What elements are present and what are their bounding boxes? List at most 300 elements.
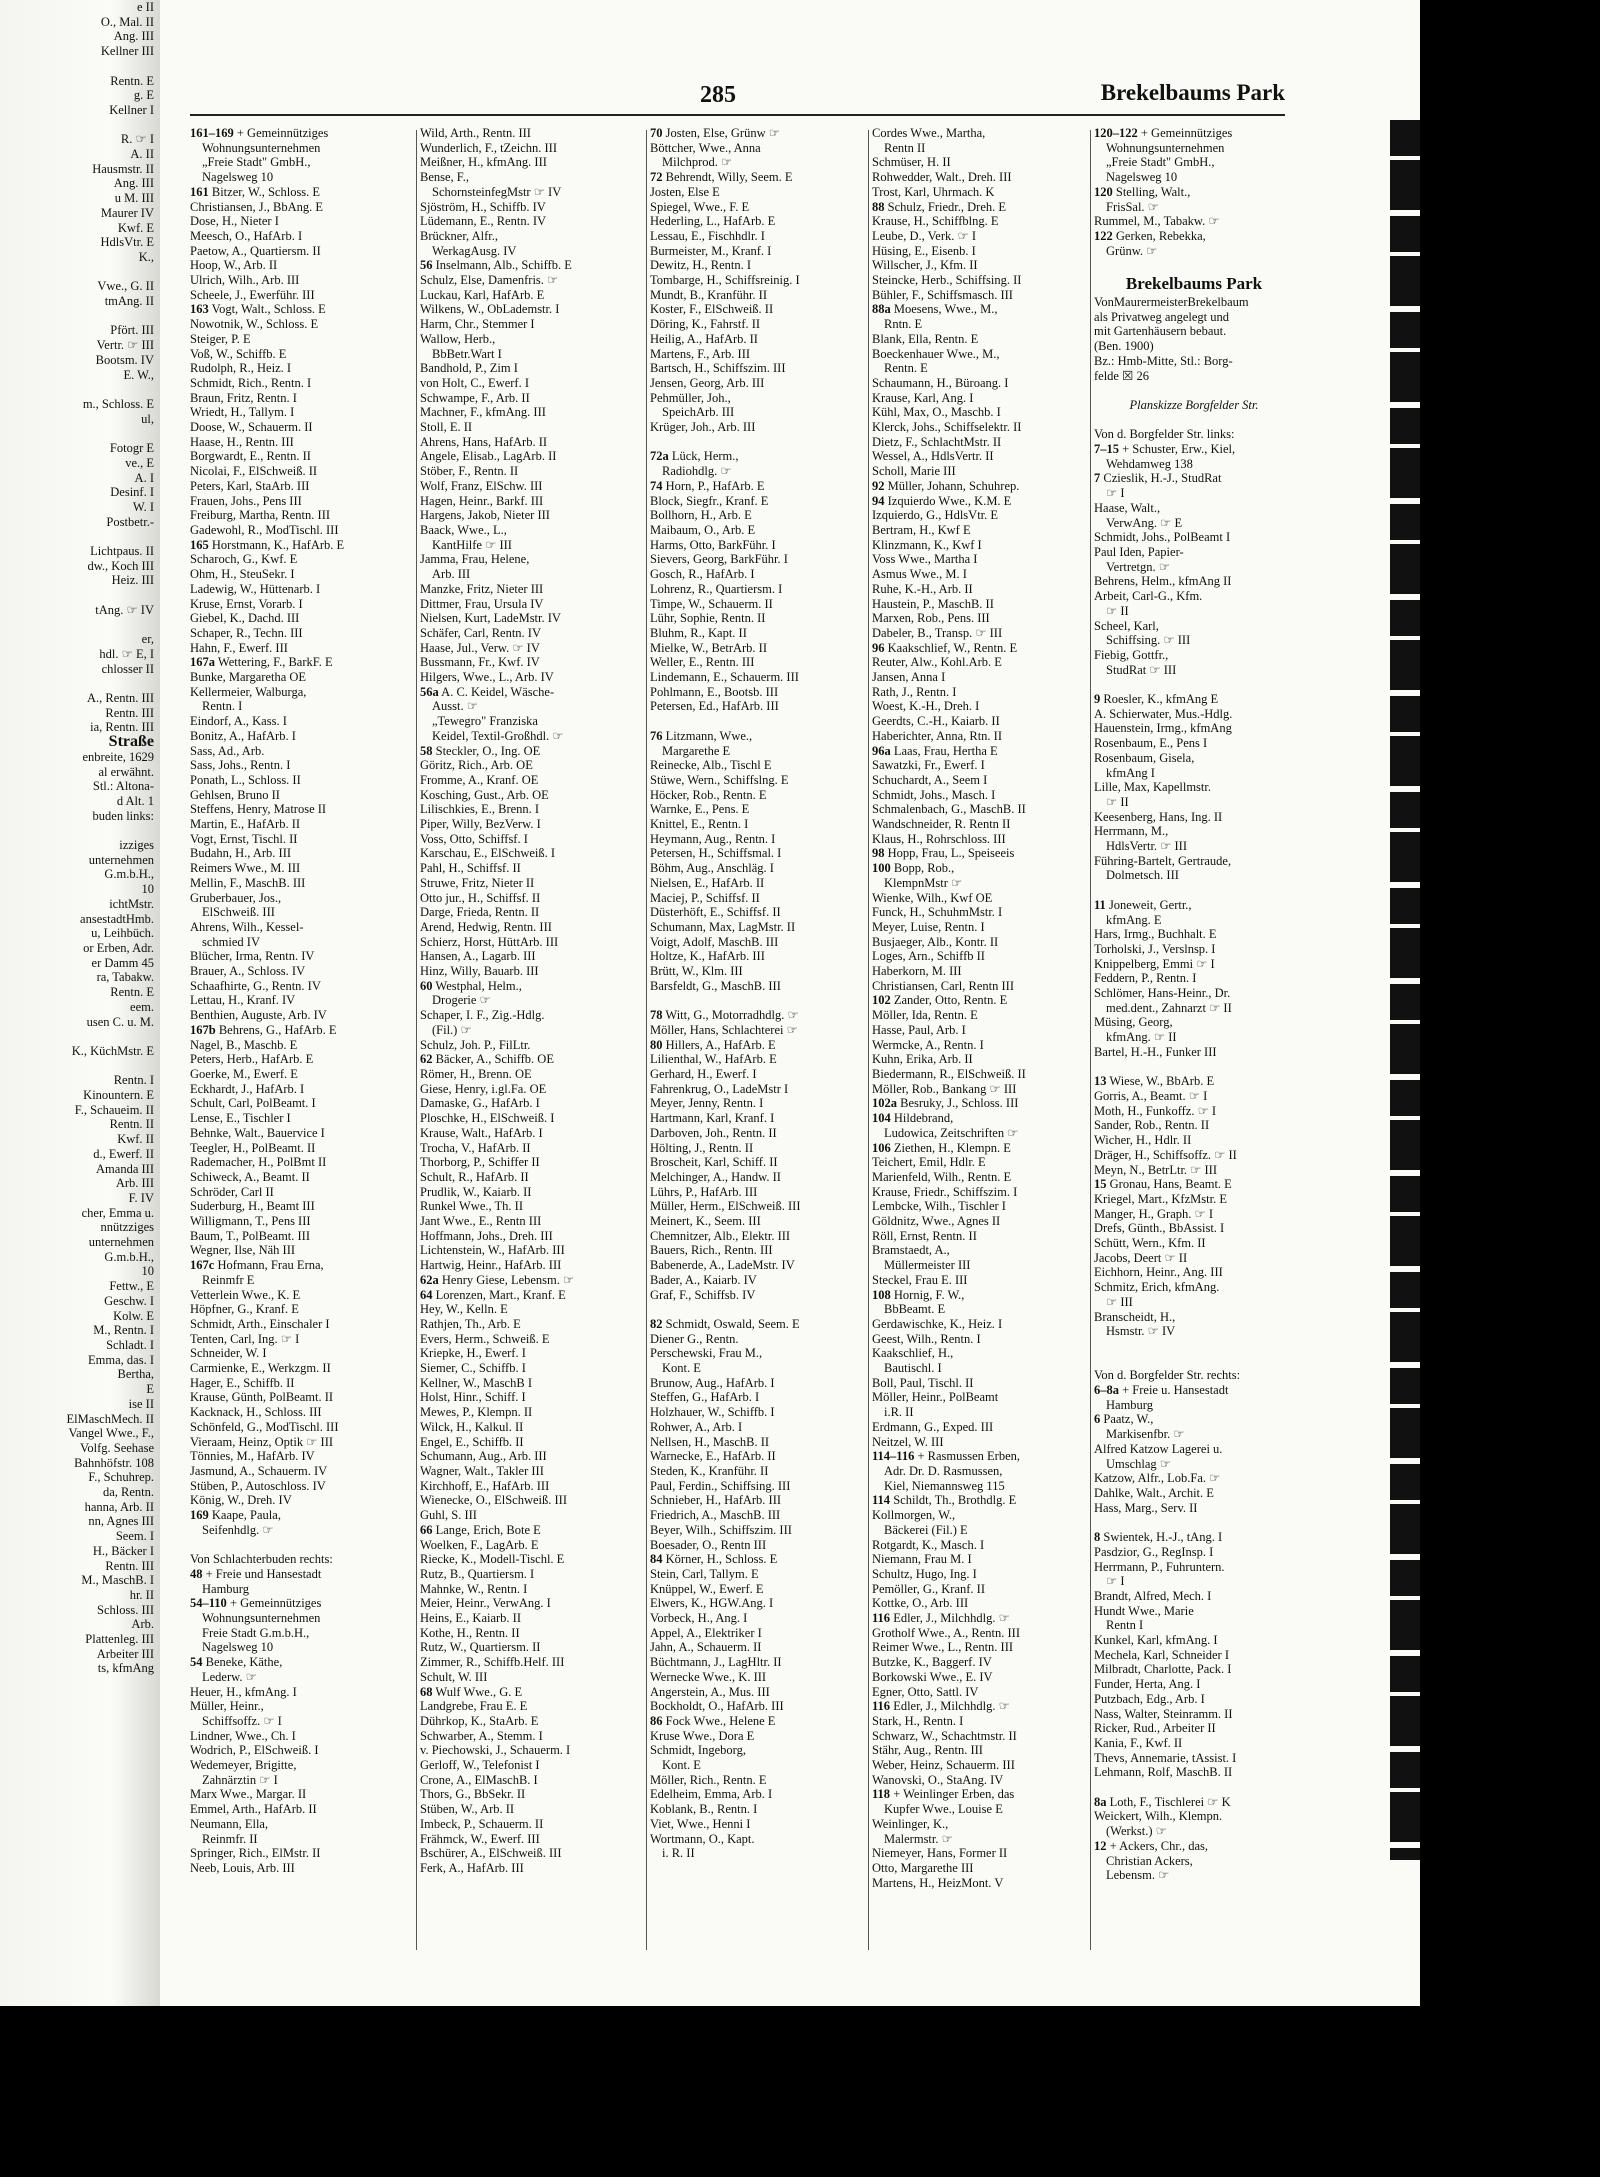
gutter-line: hdl. ☞ E, I	[99, 646, 154, 661]
directory-entry: FrisSal. ☞	[1106, 199, 1159, 214]
house-number: 8	[1094, 1530, 1101, 1545]
directory-entry: Ploschke, H., ElSchweiß. I	[420, 1111, 555, 1126]
directory-entry: Ferk, A., HafArb. III	[420, 1860, 524, 1875]
directory-entry: Jasmund, A., Schauerm. IV	[190, 1463, 328, 1478]
directory-entry: 104 Hildebrand,	[872, 1111, 954, 1126]
directory-entry: (Fil.) ☞	[432, 1022, 472, 1037]
directory-entry: Gruberbauer, Jos.,	[190, 890, 282, 905]
house-number: 78	[650, 1008, 663, 1023]
directory-entry: Kania, F., Kwf. II	[1094, 1735, 1183, 1750]
directory-entry: 54–110 + Gemeinnütziges	[190, 1596, 322, 1611]
gutter-line: Plattenleg. III	[85, 1632, 154, 1647]
directory-entry: Rentn. E	[884, 361, 928, 376]
directory-entry: Hager, E., Schiffb. II	[190, 1375, 295, 1390]
directory-entry: Haase, Walt.,	[1094, 500, 1161, 515]
directory-entry: (Werkst.) ☞	[1106, 1824, 1167, 1839]
directory-entry: Grünw. ☞	[1106, 243, 1158, 258]
gutter-line: K., KüchMstr. E	[71, 1043, 154, 1058]
directory-entry: 70 Josten, Else, Grünw ☞	[650, 126, 780, 140]
directory-entry: 163 Vogt, Walt., Schloss. E	[190, 302, 326, 317]
directory-entry: Friedrich, A., MaschB. III	[650, 1508, 781, 1523]
directory-entry: ☞ II	[1106, 794, 1129, 809]
house-number: 114–116	[872, 1449, 915, 1464]
gutter-line: Arb.	[131, 1617, 154, 1632]
directory-entry: Wortmann, O., Kapt.	[650, 1831, 755, 1846]
directory-entry: Kellner, W., MaschB I	[420, 1375, 532, 1390]
directory-entry: Luckau, Karl, HafArb. E	[420, 287, 545, 302]
house-number: 6–8a	[1094, 1383, 1119, 1398]
house-number: 104	[872, 1111, 891, 1126]
directory-entry: Wohnungsunternehmen	[202, 1611, 321, 1626]
directory-entry: 9 Roesler, K., kfmAng E	[1094, 692, 1219, 707]
directory-entry: Katzow, Alfr., Lob.Fa. ☞	[1094, 1471, 1221, 1486]
directory-entry: Steiger, P. E	[190, 331, 251, 346]
directory-entry: 84 Körner, H., Schloss. E	[650, 1552, 778, 1567]
directory-entry: Suderburg, H., Beamt III	[190, 1199, 315, 1214]
directory-entry: Krause, Karl, Ang. I	[872, 390, 974, 405]
directory-entry: Mechela, Karl, Schneider I	[1094, 1647, 1230, 1662]
directory-entry: 80 Hillers, A., HafArb. E	[650, 1037, 776, 1052]
directory-entry: 88 Schulz, Friedr., Dreh. E	[872, 199, 1007, 214]
directory-entry: Düsterhöft, E., Schiffsf. II	[650, 905, 781, 920]
house-number: 88	[872, 199, 885, 214]
directory-entry: Meesch, O., HafArb. I	[190, 228, 303, 243]
directory-entry: Dietz, F., SchlachtMstr. II	[872, 434, 1002, 449]
directory-entry: kfmAng. ☞ II	[1106, 1030, 1177, 1045]
directory-entry: Frauen, Johs., Pens III	[190, 493, 302, 508]
directory-entry: 6 Paatz, W.,	[1094, 1412, 1154, 1427]
house-number: 70	[650, 126, 663, 140]
directory-entry: Stähr, Aug., Rentn. III	[872, 1743, 983, 1758]
directory-entry: Manzke, Fritz, Nieter III	[420, 581, 544, 596]
gutter-line: HdlsVtr. E	[100, 235, 154, 250]
directory-entry: Geerdts, C.-H., Kaiarb. II	[872, 714, 1000, 729]
gutter-line: Volfg. Seehase	[79, 1440, 154, 1455]
directory-entry: Martens, F., Arb. III	[650, 346, 751, 361]
directory-entry: Schwarz, W., Schachtmstr. II	[872, 1728, 1017, 1743]
header-rule	[190, 114, 1285, 116]
directory-entry: Möller, Rich., Rentn. E	[650, 1772, 767, 1787]
directory-entry: 96 Kaakschlief, W., Rentn. E	[872, 640, 1018, 655]
directory-entry: Torholski, J., Verslnsp. I	[1094, 941, 1216, 956]
directory-entry: Hansen, A., Lagarb. III	[420, 949, 536, 964]
directory-entry: Führing-Bartelt, Gertraude,	[1094, 853, 1232, 868]
directory-entry: KantHilfe ☞ III	[432, 537, 512, 552]
directory-entry: Sass, Ad., Arb.	[190, 743, 265, 758]
directory-entry: Bäckerei (Fil.) E	[884, 1522, 968, 1537]
directory-entry: felde ☒ 26	[1094, 368, 1149, 383]
directory-entry: Hass, Marg., Serv. II	[1094, 1500, 1198, 1515]
gutter-line: hanna, Arb. II	[84, 1499, 154, 1514]
directory-entry: Maciej, P., Schiffsf. II	[650, 890, 760, 905]
directory-entry: Jamma, Frau, Helene,	[420, 552, 530, 567]
gutter-line: chlosser II	[101, 661, 154, 676]
gutter-line: Heiz. III	[111, 573, 154, 588]
directory-entry: Wolf, Franz, ElSchw. III	[420, 478, 543, 493]
directory-entry: Klaus, H., Rohrschloss. III	[872, 831, 1006, 846]
gutter-line: Kwf. E	[117, 220, 154, 235]
directory-entry: Fromme, A., Kranf. OE	[420, 772, 539, 787]
house-number: 167a	[190, 655, 215, 670]
directory-entry: schmied IV	[202, 934, 260, 949]
directory-entry: 114–116 + Rasmussen Erben,	[872, 1449, 1021, 1464]
directory-entry: Kiel, Niemannsweg 115	[884, 1478, 1005, 1493]
directory-entry: Bense, F.,	[420, 170, 469, 185]
directory-entry: Bauers, Rich., Rentn. III	[650, 1243, 773, 1258]
directory-entry: Schmitz, Erich, kfmAng.	[1094, 1280, 1220, 1295]
directory-entry: Schult, R., HafArb. II	[420, 1169, 529, 1184]
directory-entry: Sander, Rob., Rentn. II	[1094, 1118, 1210, 1133]
directory-entry: Busjaeger, Alb., Kontr. II	[872, 934, 999, 949]
directory-entry: Benthien, Auguste, Arb. IV	[190, 1008, 327, 1023]
directory-entry: Wienecke, O., ElSchweiß. III	[420, 1493, 568, 1508]
directory-entry: Reinmfr E	[202, 1272, 255, 1287]
directory-entry: (Ben. 1900)	[1094, 339, 1154, 354]
gutter-line: Bahnhöfstr. 108	[74, 1455, 154, 1470]
directory-entry: Thevs, Annemarie, tAssist. I	[1094, 1750, 1237, 1765]
directory-entry: Haberichter, Anna, Rtn. II	[872, 728, 1003, 743]
directory-entry: 56a A. C. Keidel, Wäsche-	[420, 684, 555, 699]
directory-entry: 78 Witt, G., Motorradhdlg. ☞	[650, 1008, 799, 1023]
gutter-line: unternehmen	[88, 852, 154, 867]
gutter-line: Hausmstr. II	[92, 161, 154, 176]
directory-entry: Gosch, R., HafArb. I	[650, 567, 755, 582]
directory-entry: Hederling, L., HafArb. E	[650, 214, 776, 229]
house-number: 64	[420, 1287, 433, 1302]
directory-entry: Radiohdlg. ☞	[662, 464, 732, 479]
gutter-line: E. W.,	[123, 367, 154, 382]
gutter-line: Fotogr E	[109, 441, 154, 456]
spacer	[1094, 1515, 1294, 1530]
directory-entry: Bader, A., Kaiarb. IV	[650, 1272, 757, 1287]
directory-entry: 120 Stelling, Walt.,	[1094, 184, 1191, 199]
directory-entry: Haberkorn, M. III	[872, 964, 962, 979]
directory-entry: Heilig, A., HafArb. II	[650, 331, 758, 346]
house-number: 88a	[872, 302, 891, 317]
directory-entry: Steckel, Frau E. III	[872, 1272, 968, 1287]
gutter-line: Rentn. III	[105, 1558, 154, 1573]
directory-entry: Hauenstein, Irmg., kfmAng	[1094, 721, 1232, 736]
directory-entry: Eckhardt, J., HafArb. I	[190, 1081, 305, 1096]
directory-entry: Pahl, H., Schiffsf. II	[420, 861, 521, 876]
directory-entry: Nagelsweg 10	[1106, 170, 1178, 185]
directory-entry: 62 Bäcker, A., Schiffb. OE	[420, 1052, 554, 1067]
directory-entry: Schumann, Max, LagMstr. II	[650, 919, 796, 934]
directory-entry: Lindner, Wwe., Ch. I	[190, 1728, 296, 1743]
directory-entry: Scheel, Karl,	[1094, 618, 1159, 633]
gutter-line: Kwf. II	[117, 1132, 154, 1147]
house-number: 120–122	[1094, 126, 1138, 140]
gutter-line: Vertr. ☞ III	[96, 338, 154, 353]
directory-entry: Peters, Karl, StaArb. III	[190, 478, 310, 493]
directory-entry: 56 Inselmann, Alb., Schiffb. E	[420, 258, 572, 273]
directory-entry: Wilkens, W., ObLademstr. I	[420, 302, 560, 317]
directory-entry: Darboven, Joh., Rentn. II	[650, 1125, 777, 1140]
directory-entry: Knippelberg, Emmi ☞ I	[1094, 956, 1215, 971]
directory-entry: Christian Ackers,	[1106, 1853, 1193, 1868]
gutter-line: R. ☞ I	[120, 132, 154, 147]
directory-entry: Mewes, P., Klempn. II	[420, 1405, 533, 1420]
gutter-line	[0, 823, 160, 838]
directory-entry: WerkagAusg. IV	[432, 243, 517, 258]
directory-entry: Nielsen, E., HafArb. II	[650, 875, 765, 890]
directory-entry: Klinzmann, K., Kwf I	[872, 537, 982, 552]
spacer	[1094, 1060, 1294, 1075]
directory-entry: Arend, Hedwig, Rentn. III	[420, 919, 552, 934]
directory-entry: Lettau, H., Kranf. IV	[190, 993, 296, 1008]
directory-entry: Krause, H., Schiffblng. E	[872, 214, 999, 229]
directory-entry: Reinecke, Alb., Tischl E	[650, 758, 772, 773]
directory-entry: Lessau, E., Fischhdlr. I	[650, 228, 765, 243]
directory-entry: Lindemann, E., Schauerm. III	[650, 670, 799, 685]
directory-entry: Evers, Herm., Schweiß. E	[420, 1331, 550, 1346]
directory-entry: Graf, F., Schiffsb. IV	[650, 1287, 756, 1302]
house-number: 86	[650, 1713, 663, 1728]
house-number: 72	[650, 170, 663, 185]
directory-entry: Lühr, Sophie, Rentn. II	[650, 611, 766, 626]
house-number: 116	[872, 1699, 891, 1714]
directory-entry: Rath, J., Rentn. I	[872, 684, 957, 699]
directory-entry: Ludowica, Zeitschriften ☞	[884, 1125, 1019, 1140]
house-number: 120	[1094, 184, 1113, 199]
directory-entry: med.dent., Zahnarzt ☞ II	[1106, 1000, 1232, 1015]
gutter-line: G.m.b.H.,	[104, 1249, 154, 1264]
directory-entry: Voß, W., Schiffb. E	[190, 346, 287, 361]
directory-entry: Grotholf Wwe., A., Rentn. III	[872, 1625, 1021, 1640]
directory-entry: Boll, Paul, Tischl. II	[872, 1375, 974, 1390]
directory-entry: Doose, W., Schauerm. II	[190, 420, 313, 435]
directory-entry: Ruhe, K.-H., Arb. II	[872, 581, 973, 596]
directory-entry: Rntn. E	[884, 317, 923, 332]
house-number: 6	[1094, 1412, 1101, 1427]
street-heading: Brekelbaums Park	[1125, 274, 1263, 294]
gutter-line: Arbeiter III	[96, 1646, 154, 1661]
directory-entry: Rosenbaum, Gisela,	[1094, 750, 1195, 765]
directory-entry: Gerhard, H., Ewerf. I	[650, 1067, 757, 1081]
directory-entry: Jansen, Anna I	[872, 670, 946, 685]
directory-entry: Gehlsen, Bruno II	[190, 787, 280, 802]
directory-entry: Stüben, W., Arb. II	[420, 1802, 515, 1817]
spacer	[650, 435, 873, 450]
directory-entry: Freie Stadt G.m.b.H.,	[202, 1625, 310, 1640]
directory-entry: Funder, Herta, Ang. I	[1094, 1677, 1201, 1692]
gutter-line: W. I	[132, 499, 154, 514]
directory-entry: mit Gartenhäusern bebaut.	[1094, 324, 1227, 339]
gutter-line: 10	[141, 882, 154, 897]
house-number: 62a	[420, 1272, 439, 1287]
directory-entry: Böhm, Aug., Anschläg. I	[650, 861, 774, 876]
directory-entry: Schult, Carl, PolBeamt. I	[190, 1096, 316, 1111]
gutter-line: F. IV	[128, 1190, 154, 1205]
directory-entry: Diener G., Rentn.	[650, 1331, 739, 1346]
directory-entry: Schiweck, A., Beamt. II	[190, 1169, 310, 1184]
directory-entry: Warnecke, E., HafArb. II	[650, 1449, 776, 1464]
directory-entry: Ponath, L., Schloss. II	[190, 772, 301, 787]
directory-entry: Möller, Heinr., PolBeamt	[872, 1390, 999, 1405]
house-number: 108	[872, 1287, 891, 1302]
directory-entry: Niemeyer, Hans, Former II	[872, 1846, 1008, 1861]
directory-entry: Struwe, Fritz, Nieter II	[420, 875, 535, 890]
directory-entry: Koster, F., ElSchweiß. II	[650, 302, 774, 317]
directory-entry: Riecke, K., Modell-Tischl. E	[420, 1552, 565, 1567]
gutter-line: ichtMstr.	[109, 896, 154, 911]
gutter-line: Fettw., E	[109, 1279, 154, 1294]
house-number: 56a	[420, 684, 439, 699]
gutter-line	[0, 59, 160, 74]
directory-entry: Schulz, Joh. P., FilLtr.	[420, 1037, 531, 1052]
directory-entry: Hars, Irmg., Buchhalt. E	[1094, 927, 1217, 942]
house-number: 54–110	[190, 1596, 227, 1611]
directory-entry: Von d. Borgfelder Str. rechts:	[1094, 1368, 1241, 1383]
directory-entry: Freiburg, Martha, Rentn. III	[190, 508, 331, 523]
directory-entry: Mundt, B., Kranführ. II	[650, 287, 767, 302]
house-number: 80	[650, 1037, 663, 1052]
directory-entry: Lederw. ☞	[202, 1669, 257, 1684]
directory-entry: Tenten, Carl, Ing. ☞ I	[190, 1331, 300, 1346]
directory-entry: Nielsen, Kurt, LadeMstr. IV	[420, 611, 561, 626]
directory-entry: Stein, Carl, Tallym. E	[650, 1566, 759, 1581]
directory-entry: Göldnitz, Wwe., Agnes II	[872, 1214, 1001, 1229]
directory-entry: Pasdzior, G., RegInsp. I	[1094, 1544, 1214, 1559]
directory-entry: Drogerie ☞	[432, 993, 491, 1008]
directory-entry: Carmienke, E., Werkzgm. II	[190, 1361, 331, 1376]
directory-entry: Wriedt, H., Tallym. I	[190, 405, 295, 420]
house-number: 167c	[190, 1258, 215, 1273]
directory-entry: VonMaurermeisterBrekelbaum	[1094, 295, 1249, 310]
spacer	[1094, 677, 1294, 692]
directory-entry: Bunke, Margaretha OE	[190, 670, 307, 685]
directory-entry: 116 Edler, J., Milchhdlg. ☞	[872, 1699, 1010, 1714]
directory-entry: Bautischl. I	[884, 1361, 942, 1376]
directory-entry: Trost, Karl, Uhrmach. K	[872, 184, 995, 199]
gutter-line: O., Mal. II	[100, 14, 154, 29]
directory-entry: 62a Henry Giese, Lebensm. ☞	[420, 1272, 575, 1287]
directory-entry: Müllermeister III	[884, 1258, 971, 1273]
gutter-line: dw., Koch III	[87, 558, 154, 573]
directory-entry: Rentn I	[1106, 1618, 1144, 1633]
directory-entry: ☞ II	[1106, 603, 1129, 618]
directory-entry: ☞ I	[1106, 1574, 1125, 1589]
directory-entry: Hahn, F., Ewerf. III	[190, 640, 288, 655]
directory-entry: Bollhorn, H., Arb. E	[650, 508, 752, 523]
directory-entry: Braun, Fritz, Rentn. I	[190, 390, 297, 405]
directory-entry: 86 Fock Wwe., Helene E	[650, 1713, 776, 1728]
directory-entry: 15 Gronau, Hans, Beamt. E	[1094, 1177, 1232, 1192]
directory-entry: Müsing, Georg,	[1094, 1015, 1173, 1030]
gutter-line	[0, 618, 160, 633]
house-number: 102	[872, 993, 891, 1008]
directory-entry: Schaumann, H., Büroang. I	[872, 375, 1009, 390]
gutter-line: ElMaschMech. II	[66, 1411, 154, 1426]
directory-column-3	[650, 126, 873, 1956]
directory-entry: Eichhorn, Heinr., Ang. III	[1094, 1265, 1223, 1280]
house-number: 8a	[1094, 1794, 1107, 1809]
directory-entry: Bertram, H., Kwf E	[872, 522, 971, 537]
directory-entry: Jant Wwe., E., Rentn III	[420, 1214, 542, 1229]
directory-entry: Brandt, Alfred, Mech. I	[1094, 1588, 1212, 1603]
directory-entry: Jahn, A., Schauerm. II	[650, 1640, 762, 1655]
directory-entry: Eindorf, A., Kass. I	[190, 714, 287, 729]
directory-entry: Reinmfr. II	[202, 1831, 258, 1846]
gutter-line: Pfört. III	[110, 323, 154, 338]
gutter-line: er,	[141, 632, 154, 647]
directory-entry: Broscheit, Karl, Schiff. II	[650, 1155, 778, 1170]
directory-entry: Arb. III	[432, 567, 471, 582]
directory-entry: Schumann, Aug., Arb. III	[420, 1449, 547, 1464]
directory-entry: 102a Besruky, J., Schloss. III	[872, 1096, 1019, 1111]
directory-entry: Milbradt, Charlotte, Pack. I	[1094, 1662, 1232, 1677]
directory-entry: Ahrens, Wilh., Kessel-	[190, 919, 304, 934]
directory-entry: Holzhauer, W., Schiffb. I	[650, 1405, 775, 1420]
gutter-line: F., Schaueim. II	[74, 1102, 154, 1117]
directory-entry: Römer, H., Brenn. OE	[420, 1067, 532, 1081]
directory-entry: Sievers, Georg, BarkFühr. I	[650, 552, 788, 567]
directory-entry: Schult, W. III	[420, 1669, 488, 1684]
directory-entry: Mahnke, W., Rentn. I	[420, 1581, 528, 1596]
directory-entry: 13 Wiese, W., BbArb. E	[1094, 1074, 1215, 1089]
directory-entry: 72 Behrendt, Willy, Seem. E	[650, 170, 793, 185]
page-number: 285	[700, 82, 736, 108]
house-number: 12	[1094, 1838, 1107, 1853]
directory-entry: Boeckenhauer Wwe., M.,	[872, 346, 1000, 361]
directory-entry: Kaakschlief, H.,	[872, 1346, 954, 1361]
directory-entry: Schütt, Wern., Kfm. II	[1094, 1236, 1206, 1251]
directory-entry: Lilienthal, W., HafArb. E	[650, 1052, 777, 1067]
directory-entry: Döring, K., Fahrstf. II	[650, 317, 761, 332]
directory-entry: Landgrebe, Frau E. E	[420, 1699, 528, 1714]
directory-entry: Barsfeldt, G., MaschB. III	[650, 978, 781, 993]
directory-entry: 60 Westphal, Helm.,	[420, 978, 522, 993]
directory-entry: Lebensm. ☞	[1106, 1868, 1170, 1883]
directory-entry: Wernecke Wwe., K. III	[650, 1669, 767, 1684]
directory-entry: Ohm, H., SteuSekr. I	[190, 567, 295, 582]
directory-entry: ElSchweiß. III	[202, 905, 275, 920]
house-number: 60	[420, 978, 433, 993]
directory-entry: Leube, D., Verk. ☞ I	[872, 228, 977, 243]
directory-entry: Knüppel, W., Ewerf. E	[650, 1581, 764, 1596]
directory-entry: Reimers Wwe., M. III	[190, 861, 301, 876]
directory-entry: Emmel, Arth., HafArb. II	[190, 1802, 317, 1817]
directory-entry: Knittel, E., Rentn. I	[650, 817, 749, 832]
directory-entry: Krause, Günth, PolBeamt. II	[190, 1390, 334, 1405]
directory-entry: Rentn II	[884, 140, 926, 155]
directory-entry: Rudolph, R., Heiz. I	[190, 361, 292, 376]
directory-entry: 106 Ziethen, H., Klempn. E	[872, 1140, 1011, 1155]
column-divider	[646, 130, 647, 1950]
directory-entry: ☞ III	[1106, 1294, 1133, 1309]
directory-entry: Krüger, Joh., Arb. III	[650, 420, 756, 435]
directory-entry: 11 Joneweit, Gertr.,	[1094, 897, 1192, 912]
gutter-line: Ang. III	[113, 176, 154, 191]
directory-entry: 114 Schildt, Th., Brothdlg. E	[872, 1493, 1017, 1508]
directory-entry: Martin, E., HafArb. II	[190, 817, 301, 832]
directory-entry: Nass, Walter, Steinramm. II	[1094, 1706, 1233, 1721]
spacer	[650, 714, 873, 729]
directory-entry: Wagner, Walt., Takler III	[420, 1463, 544, 1478]
directory-entry: Schmidt, Johs., Masch. I	[872, 787, 996, 802]
directory-entry: Pemöller, G., Kranf. II	[872, 1581, 986, 1596]
house-number: 100	[872, 861, 891, 876]
directory-entry: Hagen, Heinr., Barkf. III	[420, 493, 544, 508]
directory-entry: Damaske, G., HafArb. I	[420, 1096, 540, 1111]
directory-entry: Schlömer, Hans-Heinr., Dr.	[1094, 986, 1231, 1001]
directory-entry: Schulz, Else, Damenfris. ☞	[420, 273, 559, 288]
gutter-line: ra, Tabakw.	[96, 970, 154, 985]
spacer	[650, 1302, 873, 1317]
directory-entry: 72a Lück, Herm.,	[650, 449, 739, 464]
directory-entry: Behrens, Helm., kfmAng II	[1094, 574, 1232, 589]
page-edge-shadow	[1390, 120, 1420, 1860]
